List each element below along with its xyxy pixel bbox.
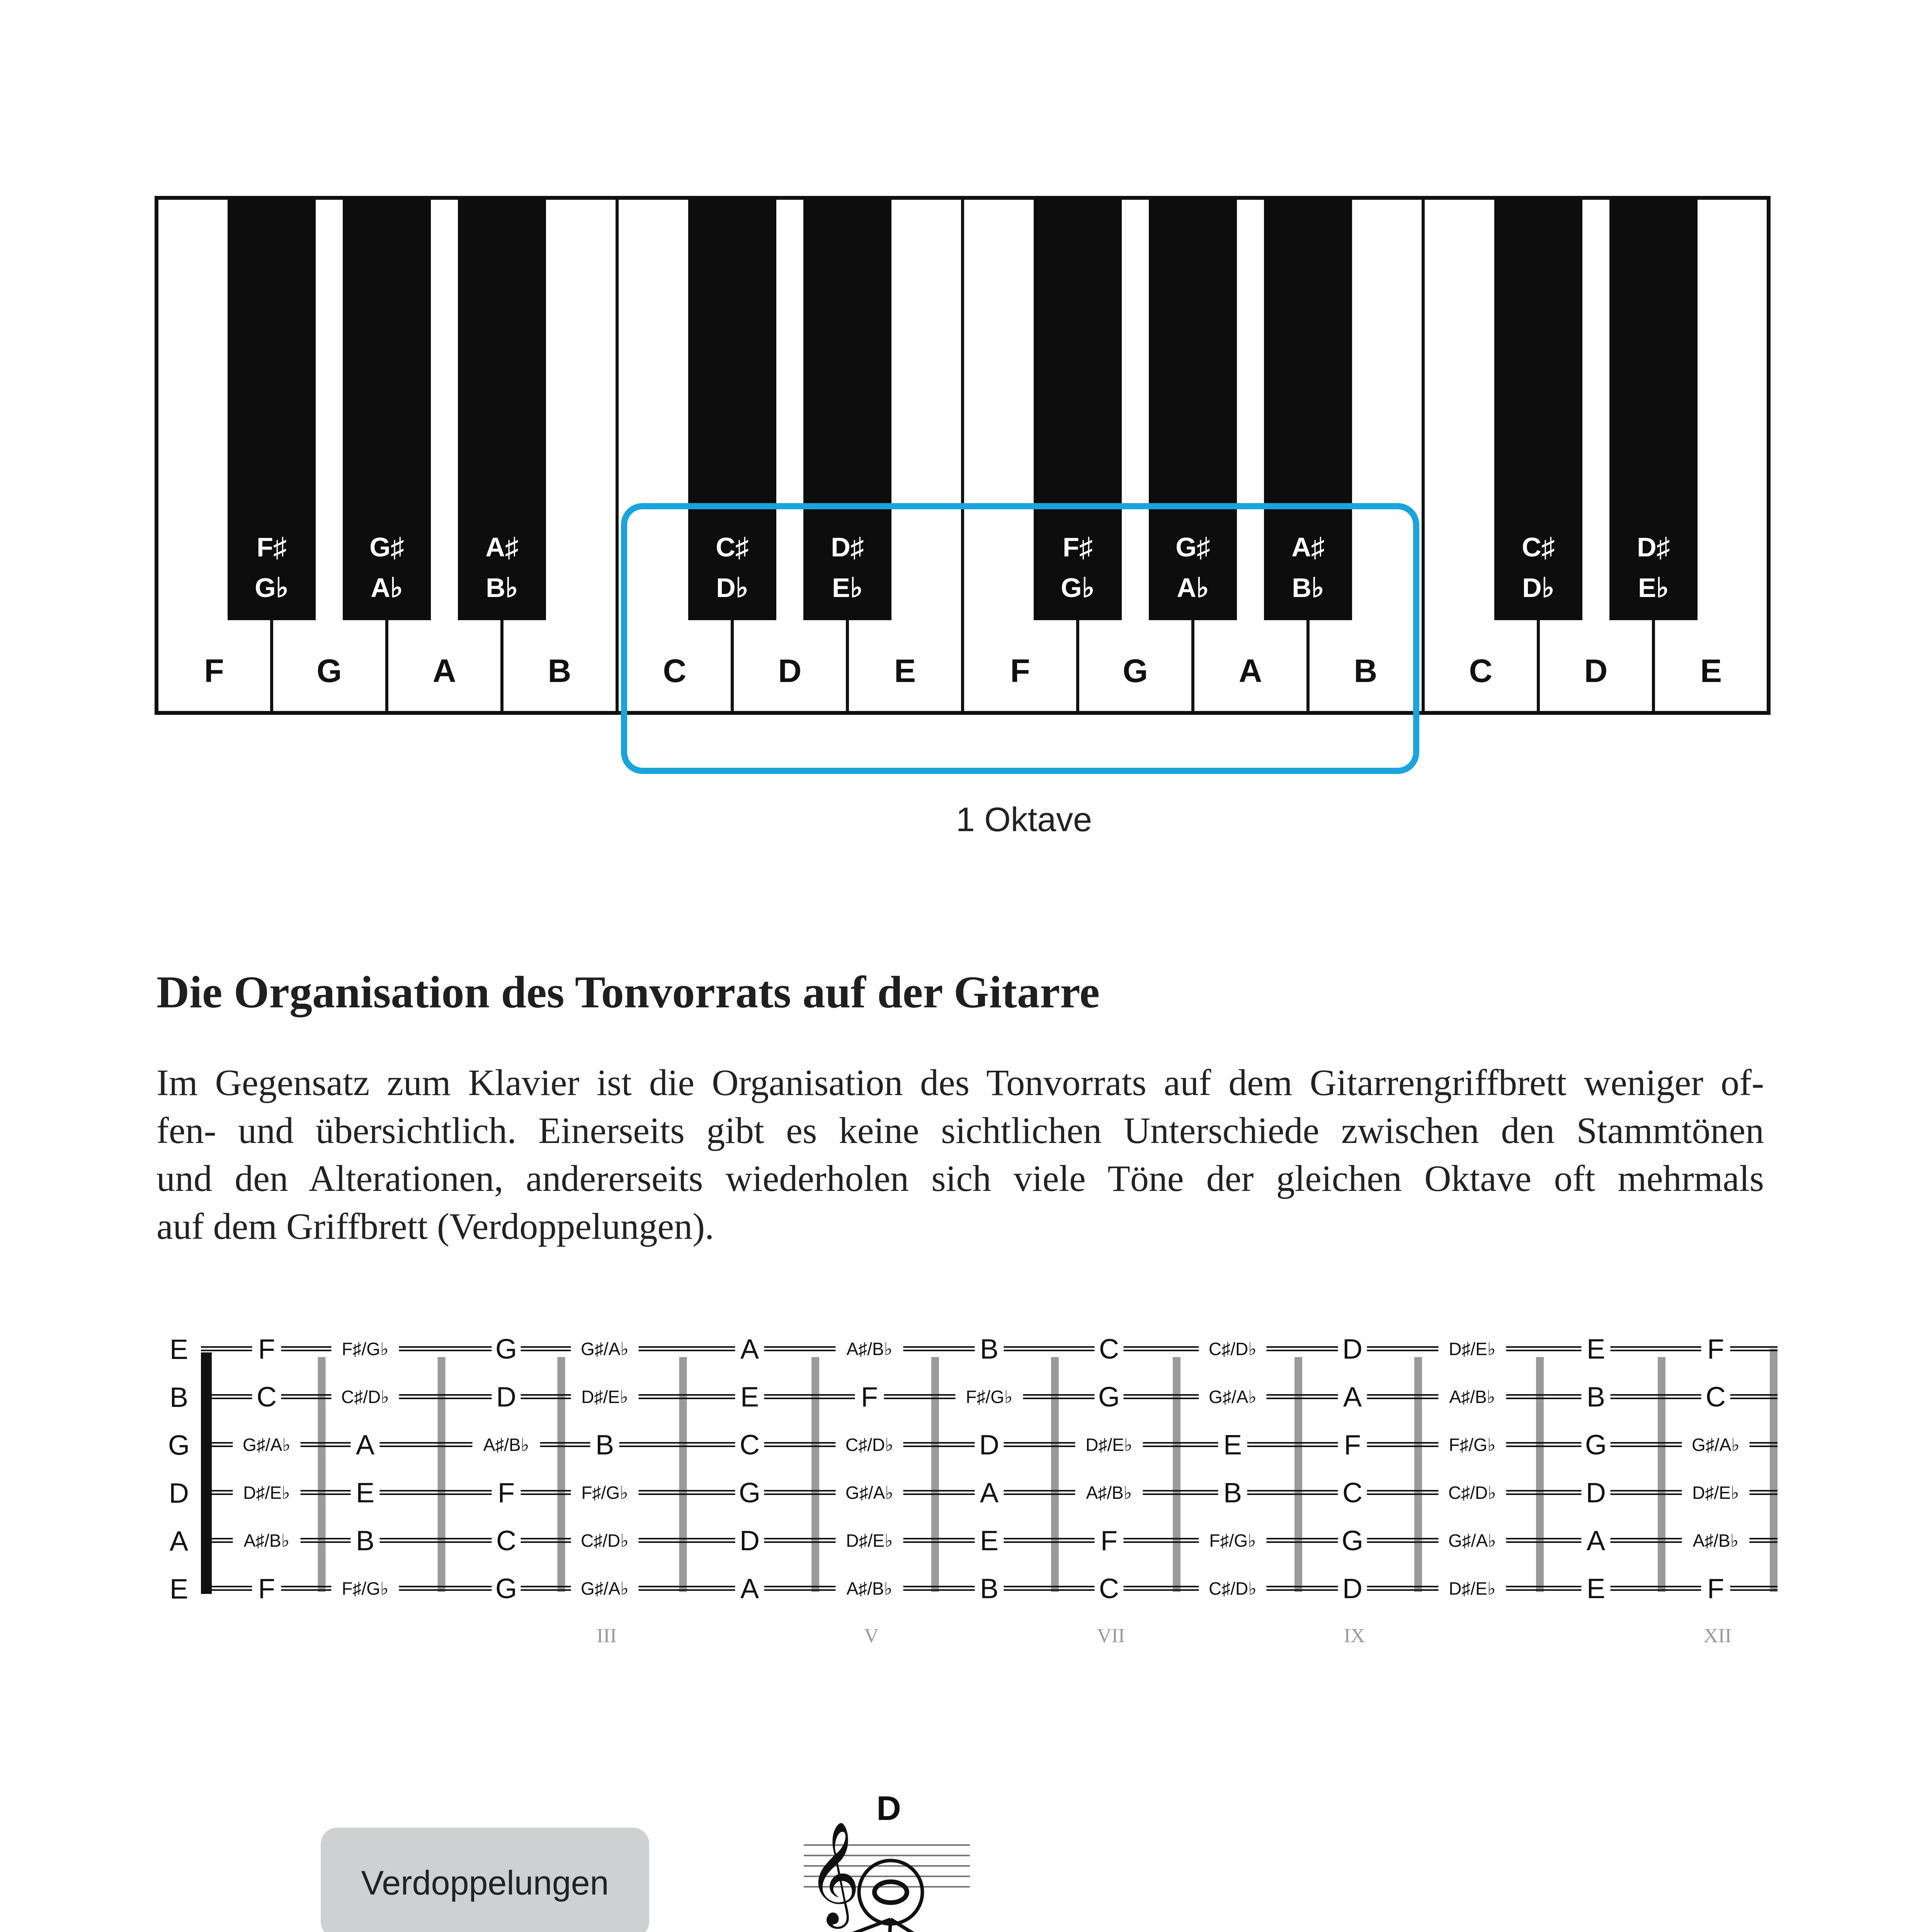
body-line: und den Alterationen, andererseits wiederholen sich viele Töne der gleichen Oktave oft mehrmals (156, 1158, 1764, 1199)
string-name: B (169, 1382, 189, 1413)
fret-note: F (1707, 1573, 1724, 1604)
fret-note: G (495, 1334, 517, 1365)
fret-note: F♯/G♭ (1449, 1435, 1496, 1455)
black-key-flat-label: A♭ (1177, 573, 1209, 603)
black-key-sharp-label: F♯ (257, 532, 287, 562)
fret-note: A (1343, 1382, 1362, 1413)
black-key-flat-label: G♭ (255, 573, 289, 603)
fret-note: D♯/E♭ (1085, 1435, 1133, 1455)
body-paragraph (156, 1059, 1764, 1250)
fret-note: G♯/A♭ (581, 1339, 629, 1359)
fret-note: C (740, 1430, 760, 1461)
black-key-sharp-label: A♯ (1291, 532, 1325, 562)
white-key-label: G (316, 653, 342, 689)
black-key-flat-label: D♭ (716, 573, 748, 603)
fret-note: B (980, 1573, 999, 1604)
white-key-label: E (894, 653, 916, 689)
octave-label: 1 Oktave (956, 800, 1092, 838)
white-key-label: G (1123, 653, 1148, 689)
fret-note: F♯/G♭ (581, 1483, 628, 1503)
doubling-note-name: D (876, 1789, 901, 1827)
fret-note: A♯/B♭ (1692, 1531, 1739, 1551)
fret-note: E (1586, 1573, 1606, 1604)
fret-note: B (1223, 1478, 1242, 1509)
black-key-sharp-label: C♯ (716, 532, 749, 562)
fret-note: E (980, 1526, 999, 1556)
white-key-label: B (548, 653, 572, 689)
fretboard-doubling-diagram (0, 1785, 1917, 1932)
fret-note: B (356, 1526, 375, 1556)
fret-note: A (1586, 1526, 1606, 1556)
black-key-flat-label: G♭ (1061, 573, 1095, 603)
fret-note: D (979, 1430, 999, 1461)
fret-note: C♯/D♭ (845, 1435, 893, 1455)
black-key-sharp-label: D♯ (1637, 532, 1670, 562)
fret-note: F (1101, 1526, 1118, 1556)
fret-note: F (861, 1382, 878, 1413)
doubling-connector (179, 1919, 891, 1932)
black-key-flat-label: D♭ (1522, 573, 1555, 603)
black-key-sharp-label: F♯ (1063, 532, 1093, 562)
piano-keyboard (0, 0, 1917, 889)
doubling-connector (891, 1919, 1472, 1932)
position-marker: V (864, 1625, 879, 1647)
fret-note: F♯/G♭ (966, 1387, 1013, 1407)
note-highlight-circle (859, 1861, 922, 1924)
fret-note: G (738, 1478, 761, 1509)
fret-note: G♯/A♭ (1448, 1531, 1496, 1551)
white-key-label: A (432, 653, 456, 689)
string-name: D (169, 1478, 189, 1509)
position-marker: III (597, 1625, 617, 1647)
section-heading: Die Organisation des Tonvorrats auf der Gitarre (156, 967, 1100, 1017)
fret-note: B (1586, 1382, 1606, 1413)
fret-note: A♯/B♭ (1449, 1387, 1495, 1407)
fret-note: D (496, 1382, 516, 1413)
body-line: Im Gegensatz zum Klavier ist die Organisation des Tonvorrats auf dem Gitarrengriffbrett weniger of- (156, 1062, 1764, 1103)
fret-note: C (1706, 1382, 1726, 1413)
fret-note: F♯/G♭ (342, 1578, 389, 1599)
black-key-flat-label: E♭ (832, 573, 863, 603)
fretboard-diagram (0, 1321, 1917, 1669)
fret-note: G (495, 1573, 517, 1604)
white-key-label: B (1354, 653, 1378, 689)
fret-note: A♯/B♭ (1086, 1483, 1132, 1503)
fret-note: C♯/D♭ (1209, 1339, 1257, 1359)
fret-note: G♯/A♭ (581, 1578, 629, 1599)
fret-note: C♯/D♭ (1209, 1578, 1257, 1599)
fret-note: C (1099, 1573, 1119, 1604)
fret-note: G♯/A♭ (243, 1435, 291, 1455)
white-key-label: D (778, 653, 802, 689)
white-key-label: A (1238, 653, 1262, 689)
white-key-label: C (1469, 653, 1493, 689)
fret-note: F (498, 1478, 515, 1509)
fret-note: D♯/E♭ (243, 1483, 290, 1503)
fret-note: D♯/E♭ (1449, 1339, 1496, 1359)
fret-note: A♯/B♭ (846, 1578, 893, 1599)
fret-note: D♯/E♭ (1692, 1483, 1739, 1503)
position-marker: XII (1703, 1625, 1732, 1647)
white-key-label: F (1010, 653, 1030, 689)
doubling-label: Verdoppelungen (361, 1863, 609, 1902)
fret-note: C (1342, 1478, 1362, 1509)
fret-note: A (980, 1478, 999, 1509)
black-key-sharp-label: G♯ (1175, 532, 1210, 562)
fret-note: C♯/D♭ (1448, 1483, 1496, 1503)
black-key-flat-label: B♭ (1292, 573, 1324, 603)
black-key-sharp-label: D♯ (831, 532, 864, 562)
treble-clef-icon: 𝄞 (808, 1821, 860, 1924)
black-key-sharp-label: G♯ (369, 532, 404, 562)
fret-note: A (740, 1573, 759, 1604)
white-key-label: E (1700, 653, 1722, 689)
fret-note: D♯/E♭ (581, 1387, 628, 1407)
fret-note: A♯/B♭ (846, 1339, 893, 1359)
fret-note: F (1344, 1430, 1361, 1461)
fret-note: C♯/D♭ (581, 1531, 629, 1551)
body-line: fen- und übersichtlich. Einerseits gibt es keine sichtlichen Unterschiede zwischen den Stammtönen (156, 1110, 1764, 1151)
fret-note: D (1342, 1573, 1362, 1604)
fret-note: G♯/A♭ (845, 1483, 893, 1503)
string-name: A (169, 1526, 189, 1557)
fret-note: A♯/B♭ (483, 1435, 529, 1455)
fret-note: D♯/E♭ (1449, 1578, 1496, 1599)
fret-note: F♯/G♭ (342, 1339, 389, 1359)
fret-note: C♯/D♭ (341, 1387, 389, 1407)
fret-note: D♯/E♭ (846, 1531, 893, 1551)
fret-note: F (258, 1573, 275, 1604)
fret-note: A (356, 1430, 375, 1461)
fret-note: E (1223, 1430, 1242, 1461)
fret-note: C (1099, 1334, 1119, 1365)
fret-note: G (1098, 1382, 1120, 1413)
fretboard-nut (201, 1352, 212, 1594)
fret-note: G (1585, 1430, 1607, 1461)
fret-note: D (1342, 1334, 1362, 1365)
fret-note: A (740, 1334, 759, 1365)
white-key-label: D (1584, 653, 1608, 689)
fret-note: G (1341, 1526, 1364, 1556)
fret-note: B (980, 1334, 999, 1365)
fret-note: A♯/B♭ (243, 1531, 290, 1551)
fret-note: G♯/A♭ (1209, 1387, 1257, 1407)
position-marker: VII (1097, 1625, 1125, 1647)
body-line: auf dem Griffbrett (Verdoppelungen). (156, 1206, 714, 1247)
fret-note: D (740, 1526, 760, 1556)
fret-note: B (595, 1430, 614, 1461)
string-name: G (168, 1430, 190, 1461)
black-key-flat-label: A♭ (371, 573, 403, 603)
fret-note: F♯/G♭ (1209, 1531, 1256, 1551)
black-key-flat-label: E♭ (1638, 573, 1669, 603)
fret-note: E (1586, 1334, 1606, 1365)
fret-note: G♯/A♭ (1692, 1435, 1740, 1455)
white-key-label: F (204, 653, 224, 689)
fret-note: F (1707, 1334, 1724, 1365)
string-name: E (169, 1574, 189, 1605)
black-key-sharp-label: A♯ (485, 532, 519, 562)
string-name: E (169, 1334, 189, 1365)
fret-note: D (1586, 1478, 1606, 1509)
fret-note: C (257, 1382, 277, 1413)
fret-note: F (258, 1334, 275, 1365)
black-key-flat-label: B♭ (486, 573, 518, 603)
fret-note: E (740, 1382, 759, 1413)
white-key-label: C (663, 653, 687, 689)
whole-note-icon (874, 1882, 907, 1903)
position-marker: IX (1344, 1625, 1365, 1647)
fret-note: C (496, 1526, 516, 1556)
black-key-sharp-label: C♯ (1522, 532, 1555, 562)
fret-note: E (356, 1478, 375, 1509)
